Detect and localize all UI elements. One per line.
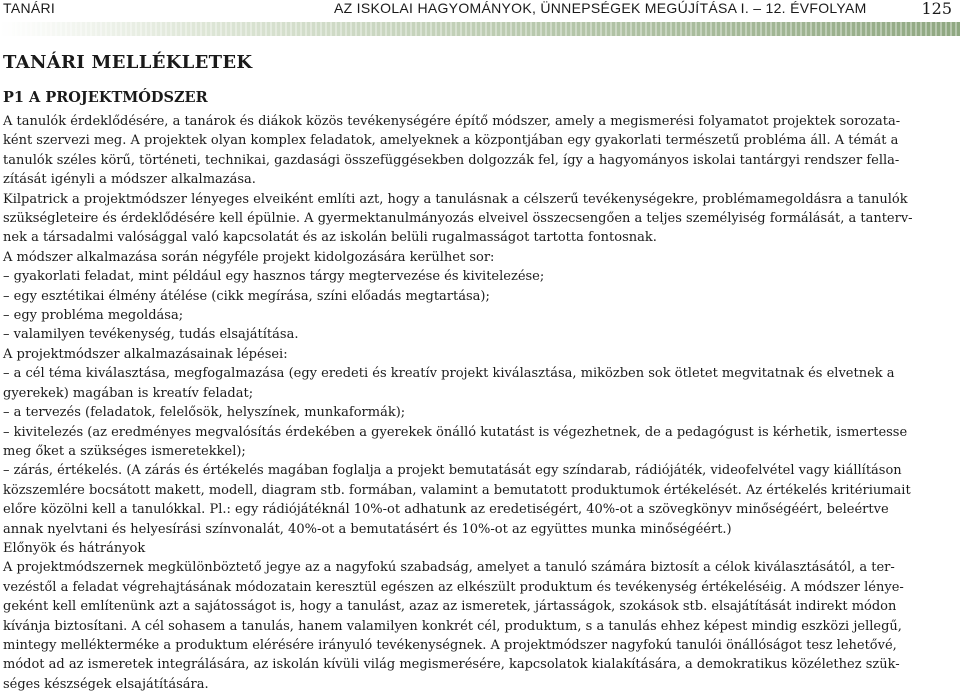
header-title: AZ ISKOLAI HAGYOMÁNYOK, ÜNNEPSÉGEK MEGÚJÍTÁSA I. – 12. ÉVFOLYAM	[334, 0, 867, 16]
text-line: tanulók széles körű, történeti, technikai, gazdasági összefüggésekben dolgozzák fel, így a hagyományos iskolai tantárgyi rendszer fella-	[3, 152, 900, 168]
text-line: kívánja biztosítani. A cél sohasem a tanulás, hanem valamilyen konkrét cél, produktum, s a tanulás ehhez képest mindig eszközi jellegű,	[3, 618, 902, 634]
text-line: – egy probléma megoldása;	[3, 308, 184, 324]
text-line: – zárás, értékelés. (A zárás és értékelés magában foglalja a projekt bemutatását egy színdarab, rádiójáték, videofelvétel vagy kiállításon	[3, 463, 902, 479]
text-line: szükségleteire és érdeklődésére kell épülnie. A gyermektanulmányozás elveivel összecsengően a teljes személyiség formálását, a tanterv-	[3, 211, 913, 227]
header-left-label: TANÁRI	[3, 0, 56, 16]
text-line: közszemlére bocsátott makett, modell, diagram stb. formában, valamint a bemutatott produktumok értékelését. Az értékelés kritériumait	[3, 482, 911, 498]
page-content	[3, 52, 957, 694]
text-line: ként szervezi meg. A projektek olyan komplex feladatok, amelyeknek a központjában egy gyakorlati természetű probléma áll. A témát a	[3, 133, 899, 149]
text-line: Kilpatrick a projektmódszer lényeges elveiként említi azt, hogy a tanulásnak a célszerű tevékenységekre, problémamegoldásra a tanulók	[3, 191, 908, 207]
text-line: módot ad az ismeretek integrálására, az iskolán kívüli világ megismerésére, kapcsolatok kialakítására, a demokratikus közélethez szük-	[3, 657, 900, 673]
text-line: zítását igényli a módszer alkalmazása.	[3, 172, 256, 188]
text-line: – gyakorlati feladat, mint például egy hasznos tárgy megtervezése és kivitelezése;	[3, 269, 545, 285]
text-line: előre közölni kell a tanulókkal. Pl.: egy rádiójátéknál 10%-ot adhatunk az eredetiségért, 40%-ot a szövegkönyv minőségéért, beleértve	[3, 502, 889, 518]
header-decorative-rule	[0, 22, 960, 36]
text-line: – valamilyen tevékenység, tudás elsajátítása.	[3, 327, 299, 343]
text-line: gyerekek) magában is kreatív feladat;	[3, 385, 254, 401]
text-line: – a cél téma kiválasztása, megfogalmazása (egy eredeti és kreatív projekt kiválasztása, miközben sok ötletet megvitatnak és elvetnek a	[3, 366, 895, 382]
page-number: 125	[921, 0, 952, 18]
text-line: A tanulók érdeklődésére, a tanárok és diákok közös tevékenységére építő módszer, amely a megismerési folyamatot projektek sorozata-	[3, 114, 901, 129]
subsection-title: P1 A PROJEKTMÓDSZER	[3, 89, 208, 106]
text-line: – egy esztétikai élmény átélése (cikk megírása, színi előadás megtartása);	[3, 288, 490, 304]
running-header	[0, 0, 960, 18]
text-line: A projektmódszernek megkülönböztető jegye az a nagyfokú szabadság, amelyet a tanuló számára biztosít a célok kiválasztásától, a ter-	[3, 560, 895, 576]
text-line: annak nyelvtani és helyesírási színvonalát, 40%-ot a bemutatásért és 10%-ot az együttes munka minőségéért.)	[3, 521, 732, 537]
text-line: – kivitelezés (az eredményes megvalósítás érdekében a gyerekek önálló kutatást is végezhetnek, de a pedagógust is kérhetik, ismertesse	[3, 424, 908, 440]
text-line: A módszer alkalmazása során négyféle projekt kidolgozására kerülhet sor:	[3, 249, 495, 265]
text-line: geként kell említenünk azt a sajátosságot is, hogy a tanulást, azaz az ismeretek, jártasságok, szokások stb. elsajátítását indirekt módon	[3, 599, 897, 615]
text-line: vezéstől a feladat végrehajtásának módozatain keresztül egészen az elkészült produktum és tevékenység értékeléséig. A módszer lénye-	[3, 579, 904, 595]
body-text	[3, 112, 957, 694]
text-line: meg őket a szükséges ismeretekkel);	[3, 443, 246, 459]
text-line: Előnyök és hátrányok	[3, 540, 146, 556]
text-line: A projektmódszer alkalmazásainak lépései:	[3, 346, 288, 362]
text-line: mintegy mellékterméke a produktum elérésére irányuló tevékenységnek. A projektmódszer nagyfokú tanulói önállóságot tesz lehetővé,	[3, 637, 897, 653]
text-line: nek a társadalmi valósággal való kapcsolatát és az iskolán belüli rugalmasságot tartotta fontosnak.	[3, 230, 657, 246]
text-line: séges készségek elsajátítására.	[3, 676, 209, 692]
text-line: – a tervezés (feladatok, felelősök, helyszínek, munkaformák);	[3, 405, 406, 421]
section-title: TANÁRI MELLÉKLETEK	[3, 52, 253, 73]
